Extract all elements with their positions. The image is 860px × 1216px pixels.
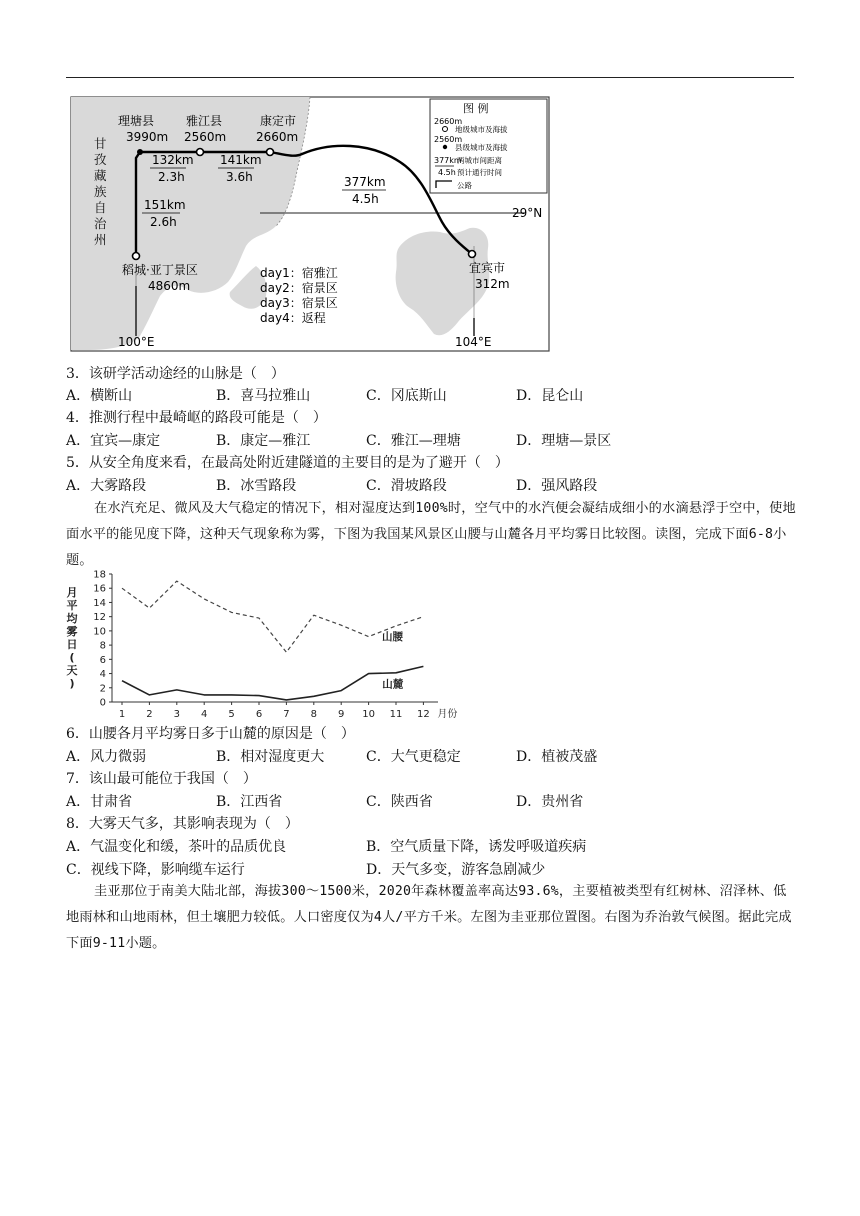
y-axis-title-char: 雾 [66,625,78,638]
x-tick-label: 12 [417,709,430,720]
question-5-options [66,476,806,496]
region-label [94,136,107,247]
x-tick-label: 2 [146,709,153,720]
svg-text:3.6h: 3.6h [226,170,253,184]
x-tick-label: 7 [283,709,290,720]
city-name-kangding: 康定市 [260,114,297,128]
option-d[interactable]: D．强风路段 [516,478,598,494]
question-6-options [66,747,806,767]
question-7-options [66,792,806,812]
option-d[interactable]: D．昆仑山 [516,388,584,404]
svg-text:地级城市及海拔: 地级城市及海拔 [455,125,508,134]
svg-text:4.5h: 4.5h [438,168,456,177]
x-tick-label: 8 [310,709,317,720]
city-marker-daocheng [133,253,140,260]
svg-text:治: 治 [94,216,107,231]
svg-text:day4：返程: day4：返程 [260,311,326,325]
x-tick-label: 9 [338,709,345,720]
x-axis-title: 月份 [437,709,458,720]
svg-text:孜: 孜 [94,152,107,167]
svg-text:2560m: 2560m [434,135,463,144]
option-c[interactable]: C．陕西省 [366,794,433,810]
y-axis-title [67,586,79,690]
option-d[interactable]: D．植被茂盛 [516,749,598,765]
option-c[interactable]: C．视线下降，影响缆车运行 [66,862,245,878]
question-3-stem: 3．该研学活动途经的山脉是（ ） [66,366,285,382]
x-tick-label: 11 [389,709,403,720]
city-name-daocheng: 稻城·亚丁景区 [122,263,198,277]
passage-guyana: 圭亚那位于南美大陆北部，海拔300～1500米，2020年森林覆盖率高达93.6%，主要植被类型有红树林、沼泽林、低地雨林和山地雨林，但土壤肥力较低。人口密度仅为4人/平方千米。左图为圭亚那位置图。右图为乔治敦气候图。据此完成下面9-11小题。 [66,884,792,951]
series-line-foothill [122,666,423,700]
y-tick-label: 12 [93,612,106,624]
x-tick-label: 10 [362,709,375,720]
question-8-options-row1 [66,837,806,857]
option-c[interactable]: C．滑坡路段 [366,478,447,494]
city-alt-yibin: 312m [475,277,510,291]
option-c[interactable]: C．大气更稳定 [366,749,461,765]
passage-fog: 在水汽充足、微风及大气稳定的情况下，相对湿度达到100%时，空气中的水汽便会凝结成细小的水滴悬浮于空中，使地面水平的能见度下降，这种天气现象称为雾，下图为我国某风景区山腰与山麓各月平均雾日比较图。读图，完成下面6-8小题。 [66,501,796,568]
legend-title: 图 例 [463,102,489,115]
svg-text:两城市间距离: 两城市间距离 [457,156,502,165]
y-tick-label: 0 [99,697,106,709]
fog-days-chart [62,566,458,722]
option-b[interactable]: B．喜马拉雅山 [216,388,311,404]
lon-label-100: 100°E [118,335,155,349]
y-axis-title-char: 天 [66,664,78,677]
question-8-stem: 8．大雾天气多，其影响表现为（ ） [66,816,299,832]
svg-text:2660m: 2660m [434,117,463,126]
option-a[interactable]: A．大雾路段 [66,478,147,494]
y-axis-title-char: 日 [66,638,78,651]
city-name-litang: 理塘县 [118,114,155,128]
city-marker-yajiang [197,149,204,156]
svg-text:151km: 151km [144,198,186,212]
svg-text:2.3h: 2.3h [158,170,185,184]
y-axis-title-char: ) [69,677,75,690]
city-alt-kangding: 2660m [256,130,299,144]
y-tick-label: 16 [93,583,106,595]
option-b[interactable]: B．康定—雅江 [216,433,311,449]
city-alt-yajiang: 2560m [184,130,227,144]
svg-text:藏: 藏 [94,168,107,183]
question-6-stem: 6．山腰各月平均雾日多于山麓的原因是（ ） [66,726,355,742]
svg-text:141km: 141km [220,153,262,167]
option-d[interactable]: D．理塘—景区 [516,433,612,449]
svg-text:day3：宿景区: day3：宿景区 [260,296,338,310]
lat-label: 29°N [512,206,543,220]
header-rule [66,77,794,78]
option-b[interactable]: B．江西省 [216,794,283,810]
y-axis-title-char: 平 [66,599,78,612]
question-4-stem: 4．推测行程中最崎岖的路段可能是（ ） [66,410,327,426]
option-d[interactable]: D．贵州省 [516,794,584,810]
question-8-options-row2 [66,860,806,880]
series-line-mountainside [122,581,423,652]
y-tick-label: 2 [99,683,106,695]
svg-text:377km: 377km [434,156,462,165]
svg-text:4.5h: 4.5h [352,192,379,206]
option-b[interactable]: B．空气质量下降，诱发呼吸道疾病 [366,839,587,855]
svg-text:132km: 132km [152,153,194,167]
svg-text:县级城市及海拔: 县级城市及海拔 [455,143,508,152]
city-name-yajiang: 雅江县 [186,114,223,128]
option-a[interactable]: A．横断山 [66,388,133,404]
city-alt-litang: 3990m [126,130,169,144]
svg-text:day1：宿雅江: day1：宿雅江 [260,266,338,280]
option-c[interactable]: C．雅江—理塘 [366,433,461,449]
svg-text:预计通行时间: 预计通行时间 [457,168,502,177]
svg-text:州: 州 [94,232,107,247]
svg-text:族: 族 [94,184,107,199]
city-marker-kangding [267,149,274,156]
x-tick-label: 3 [173,709,180,720]
y-tick-label: 18 [93,569,106,581]
svg-text:377km: 377km [344,175,386,189]
city-alt-daocheng: 4860m [148,279,191,293]
series-label: 山腰 [382,630,403,643]
svg-text:公路: 公路 [457,181,472,190]
svg-text:2.6h: 2.6h [150,215,177,229]
option-b[interactable]: B．冰雪路段 [216,478,297,494]
city-marker-yibin [469,251,476,258]
y-tick-label: 14 [93,597,106,609]
x-tick-label: 6 [255,709,263,720]
option-a[interactable]: A．风力微弱 [66,749,147,765]
y-axis-title-char: 月 [66,586,78,599]
route-map [70,96,550,352]
y-tick-label: 4 [99,669,106,681]
svg-text:day2：宿景区: day2：宿景区 [260,281,338,295]
svg-text:自: 自 [94,200,107,215]
question-3-options [66,386,806,406]
option-d[interactable]: D．天气多变，游客急剧减少 [366,862,546,878]
y-tick-label: 10 [93,626,106,638]
svg-text:甘: 甘 [94,136,107,151]
x-tick-label: 4 [201,709,208,720]
option-c[interactable]: C．冈底斯山 [366,388,447,404]
question-7-stem: 7．该山最可能位于我国（ ） [66,771,257,787]
y-tick-label: 8 [99,640,106,652]
lon-label-104: 104°E [455,335,492,349]
series-label: 山麓 [382,678,404,691]
option-a[interactable]: A．甘肃省 [66,794,133,810]
option-b[interactable]: B．相对湿度更大 [216,749,325,765]
x-tick-label: 1 [118,709,126,720]
x-tick-label: 5 [228,709,235,720]
y-tick-label: 6 [99,654,106,666]
question-5-stem: 5．从安全角度来看，在最高处附近建隧道的主要目的是为了避开（ ） [66,455,509,471]
y-axis-title-char: 均 [66,612,78,625]
option-a[interactable]: A．气温变化和缓，茶叶的品质优良 [66,839,287,855]
option-a[interactable]: A．宜宾—康定 [66,433,161,449]
city-marker-litang [137,149,143,155]
city-name-yibin: 宜宾市 [469,261,506,275]
question-4-options [66,431,806,451]
y-axis-title-char: ( [69,651,75,664]
